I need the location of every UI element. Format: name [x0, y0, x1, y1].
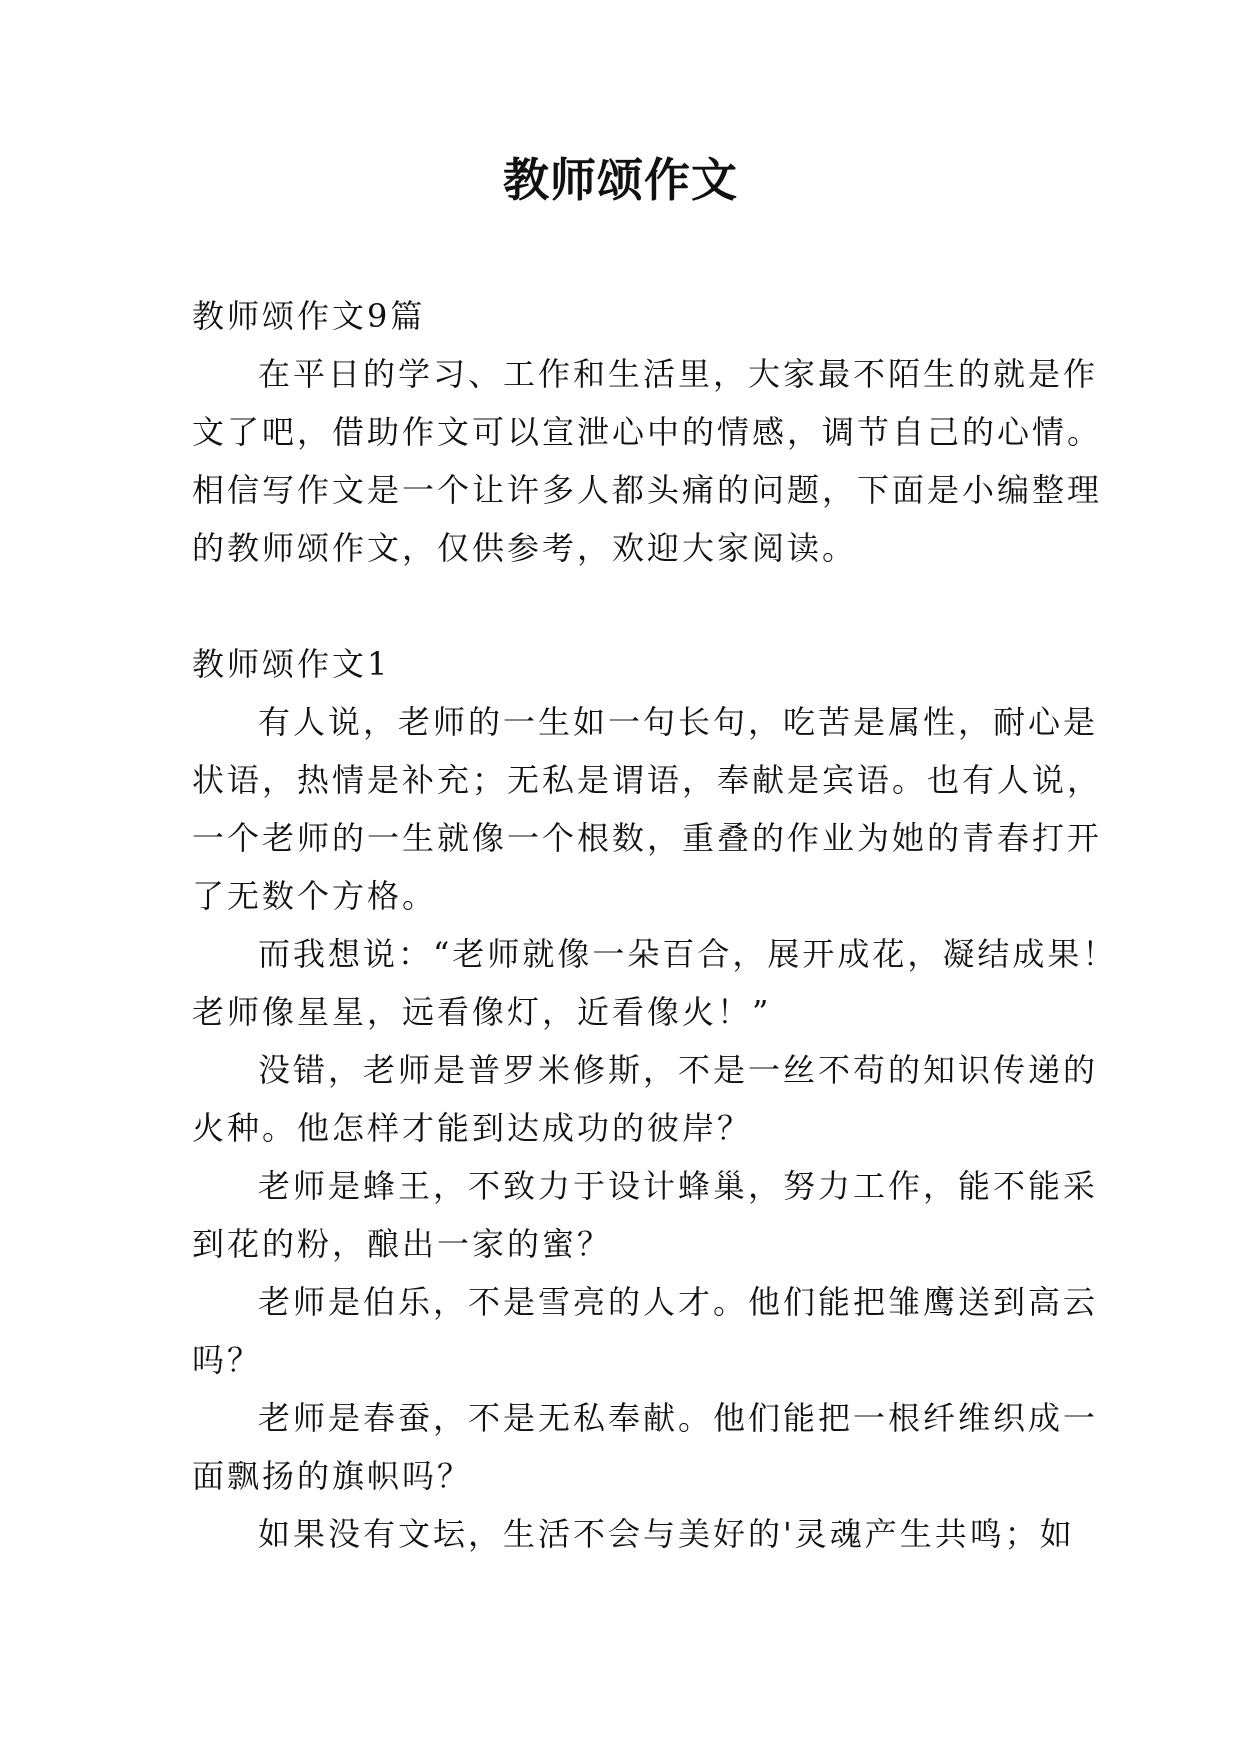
paragraph-line: 没错，老师是普罗米修斯，不是一丝不苟的知识传递的: [258, 1051, 1099, 1089]
paragraph-line: 了无数个方格。: [192, 877, 438, 915]
paragraph-line: 一个老师的一生就像一个根数，重叠的作业为她的青春打开: [192, 819, 1103, 857]
paragraph-line: 老师是伯乐，不是雪亮的人才。他们能把雏鹰送到高云: [258, 1283, 1099, 1321]
intro-line: 文了吧，借助作文可以宣泄心中的情感，调节自己的心情。: [192, 413, 1103, 451]
paragraph-line: 老师是蜂王，不致力于设计蜂巢，努力工作，能不能采: [258, 1167, 1099, 1205]
paragraph-line: 而我想说：“老师就像一朵百合，展开成花，凝结成果！: [258, 935, 1118, 973]
paragraph-line: 如果没有文坛，生活不会与美好的'灵魂产生共鸣；如: [258, 1515, 1075, 1553]
paragraph-line: 状语，热情是补充；无私是谓语，奉献是宾语。也有人说，: [192, 761, 1103, 799]
page-title: 教师颂作文: [503, 153, 738, 207]
subtitle-line: 教师颂作文9篇: [192, 297, 426, 335]
paragraph-line: 到花的粉，酿出一家的蜜？: [192, 1225, 613, 1263]
intro-line: 的教师颂作文，仅供参考，欢迎大家阅读。: [192, 529, 858, 567]
section-gap: [192, 577, 1072, 635]
intro-line: 相信写作文是一个让许多人都头痛的问题，下面是小编整理: [192, 471, 1103, 509]
paragraph-line: 有人说，老师的一生如一句长句，吃苦是属性，耐心是: [258, 703, 1099, 741]
paragraph-line: 面飘扬的旗帜吗？: [192, 1457, 473, 1495]
document-body: [192, 287, 1118, 1563]
paragraph-line: 老师像星星，远看像灯，近看像火！”: [192, 993, 772, 1031]
intro-line: 在平日的学习、工作和生活里，大家最不陌生的就是作: [258, 355, 1099, 393]
paragraph-line: 老师是春蚕，不是无私奉献。他们能把一根纤维织成一: [258, 1399, 1099, 1437]
paragraph-line: 吗？: [192, 1341, 263, 1379]
section-heading: 教师颂作文1: [192, 645, 391, 683]
paragraph-line: 火种。他怎样才能到达成功的彼岸？: [192, 1109, 753, 1147]
